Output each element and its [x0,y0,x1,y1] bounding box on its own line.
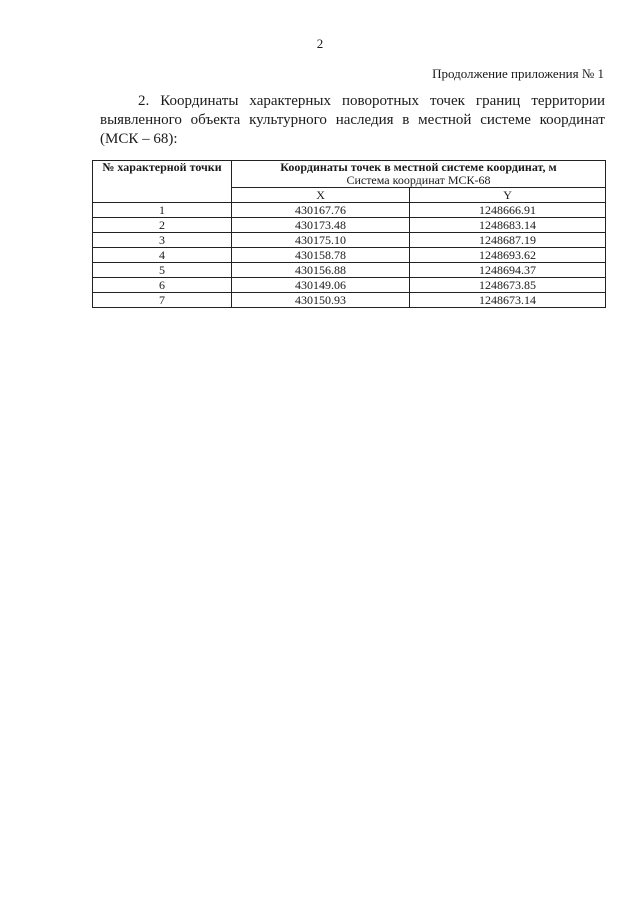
coordinates-table [92,160,606,308]
table-row [93,263,606,278]
point-number: 5 [93,263,232,278]
point-number: 6 [93,278,232,293]
table-row [93,218,606,233]
x-value: 430158.78 [232,248,410,263]
point-number: 7 [93,293,232,308]
coordinates-header [232,161,606,188]
appendix-note: Продолжение приложения № 1 [432,66,604,81]
x-value: 430175.10 [232,233,410,248]
y-value: 1248666.91 [410,203,606,218]
y-header: Y [410,188,606,203]
y-value: 1248673.14 [410,293,606,308]
y-value: 1248687.19 [410,233,606,248]
x-value: 430150.93 [232,293,410,308]
y-value: 1248693.62 [410,248,606,263]
table-header-row [93,161,606,188]
x-value: 430173.48 [232,218,410,233]
y-value: 1248673.85 [410,278,606,293]
coordinates-title: Координаты точек в местной системе координат, м [280,160,557,174]
table-body [93,203,606,308]
table-row [93,248,606,263]
table-row [93,203,606,218]
x-header: X [232,188,410,203]
table-row [93,293,606,308]
x-value: 430167.76 [232,203,410,218]
point-number: 1 [93,203,232,218]
point-number: 4 [93,248,232,263]
x-value: 430156.88 [232,263,410,278]
point-number: 2 [93,218,232,233]
page-number: 2 [316,36,324,51]
table-row [93,233,606,248]
x-value: 430149.06 [232,278,410,293]
y-value: 1248694.37 [410,263,606,278]
y-value: 1248683.14 [410,218,606,233]
section-paragraph: 2. Координаты характерных поворотных точек границ территории выявленного объекта культурного наследия в местной системе координат (МСК – 68): [100,93,605,147]
point-number: 3 [93,233,232,248]
coordinates-system: Система координат МСК-68 [346,173,491,187]
point-number-header: № характерной точки [93,161,232,203]
table-row [93,278,606,293]
